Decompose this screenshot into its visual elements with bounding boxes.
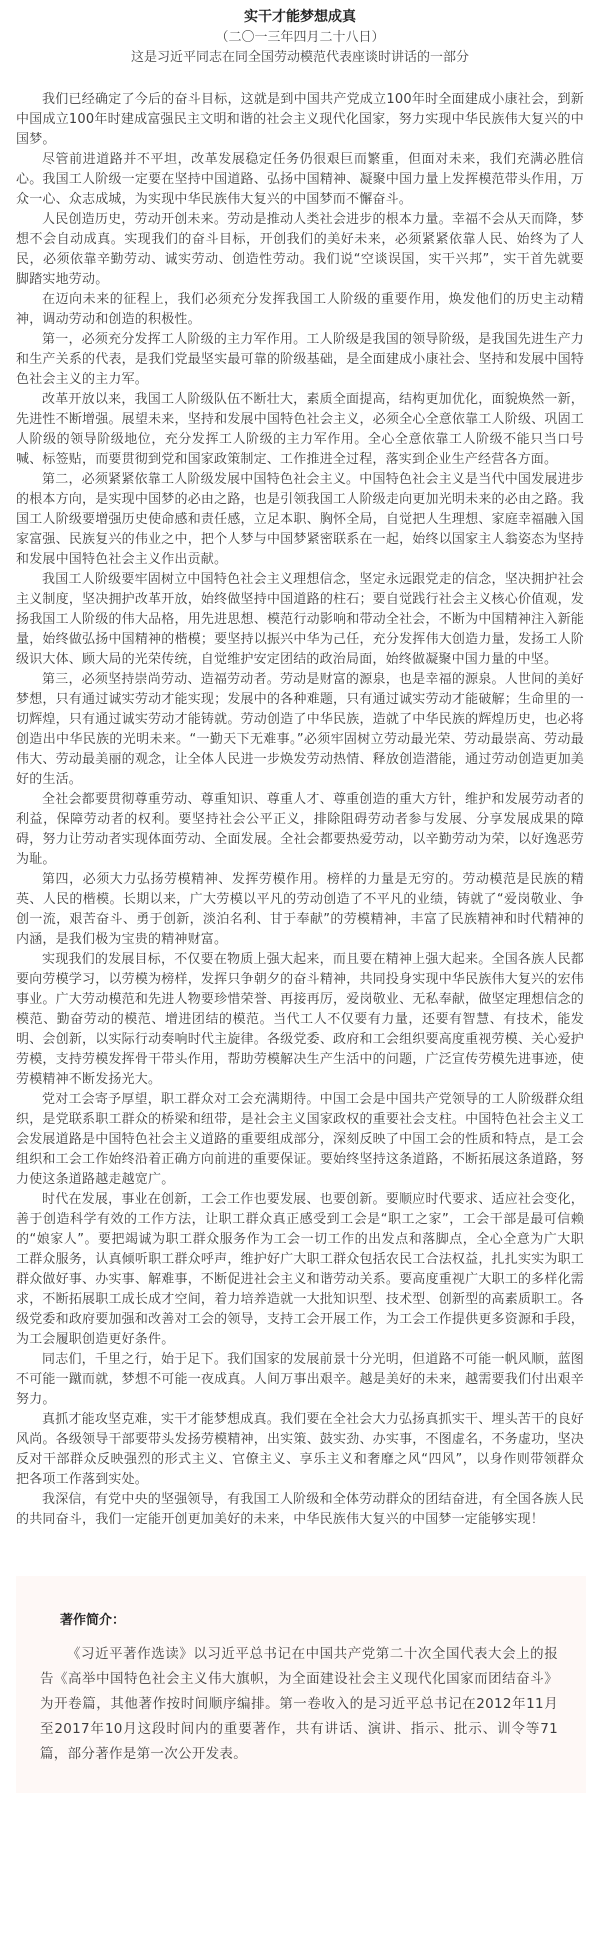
article-date: （二〇一三年四月二十八日） — [215, 30, 385, 45]
article-body — [16, 90, 584, 1530]
book-intro-box — [16, 1576, 586, 1793]
paragraph: 我们已经确定了今后的奋斗目标，这就是到中国共产党成立100年时全面建成小康社会，到新中国成立100年时建成富强民主文明和谐的社会主义现代化国家，努力实现中华民族伟大复兴的中国梦。 — [16, 92, 584, 147]
article-title: 实干才能梦想成真 — [244, 9, 356, 25]
paragraph: 改革开放以来，我国工人阶级队伍不断壮大，素质全面提高，结构更加优化，面貌焕然一新，先进性不断增强。展望未来，坚持和发展中国特色社会主义，必须全心全意依靠工人阶级、巩固工人阶级的领导阶级地位，充分发挥工人阶级的主力军作用。全心全意依靠工人阶级不能只当口号喊、标签贴，而要贯彻到党和国家政策制定、工作推进全过程，落实到企业生产经营各方面。 — [16, 392, 584, 467]
paragraph: 尽管前进道路并不平坦，改革发展稳定任务仍很艰巨而繁重，但面对未来，我们充满必胜信心。我国工人阶级一定要在坚持中国道路、弘扬中国精神、凝聚中国力量上发挥模范带头作用，万众一心、众志成城，为实现中华民族伟大复兴的中国梦而不懈奋斗。 — [16, 152, 584, 207]
spacer — [16, 68, 584, 90]
paragraph: 我国工人阶级要牢固树立中国特色社会主义理想信念，坚定永远跟党走的信念，坚决拥护社会主义制度，坚决拥护改革开放，始终做坚持中国道路的柱石；要自觉践行社会主义核心价值观，发扬我国工人阶级的伟大品格，用先进思想、模范行动影响和带动全社会，不断为中国精神注入新能量，始终做弘扬中国精神的楷模；要坚持以振兴中华为己任，充分发挥伟大创造力量，发扬工人阶级识大体、顾大局的光荣传统，自觉维护安定团结的政治局面，始终做凝聚中国力量的中坚。 — [16, 572, 584, 667]
paragraph: 我深信，有党中央的坚强领导，有我国工人阶级和全体劳动群众的团结奋进，有全国各族人民的共同奋斗，我们一定能开创更加美好的未来，中华民族伟大复兴的中国梦一定能够实现！ — [16, 1492, 584, 1527]
paragraph: 同志们，千里之行，始于足下。我们国家的发展前景十分光明，但道路不可能一帆风顺，蓝图不可能一蹴而就，梦想不可能一夜成真。人间万事出艰辛。越是美好的未来，越需要我们付出艰辛努力。 — [16, 1352, 584, 1407]
paragraph: 第三，必须坚持崇尚劳动、造福劳动者。劳动是财富的源泉，也是幸福的源泉。人世间的美好梦想，只有通过诚实劳动才能实现；发展中的各种难题，只有通过诚实劳动才能破解；生命里的一切辉煌，只有通过诚实劳动才能铸就。劳动创造了中华民族，造就了中华民族的辉煌历史，也必将创造出中华民族的光明未来。“一勤天下无难事。”必须牢固树立劳动最光荣、劳动最崇高、劳动最伟大、劳动最美丽的观念，让全体人民进一步焕发劳动热情、释放创造潜能，通过劳动创造更加美好的生活。 — [16, 672, 584, 787]
book-intro-heading: 著作简介： — [60, 1613, 126, 1628]
paragraph: 党对工会寄予厚望，职工群众对工会充满期待。中国工会是中国共产党领导的工人阶级群众组织，是党联系职工群众的桥梁和纽带，是社会主义国家政权的重要社会支柱。中国特色社会主义工会发展道路是中国特色社会主义道路的重要组成部分，深刻反映了中国工会的性质和特点，是工会组织和工会工作始终沿着正确方向前进的重要保证。要始终坚持这条道路，不断拓展这条道路，努力使这条道路越走越宽广。 — [16, 1092, 584, 1187]
paragraph: 全社会都要贯彻尊重劳动、尊重知识、尊重人才、尊重创造的重大方针，维护和发展劳动者的利益，保障劳动者的权利。要坚持社会公平正义，排除阻碍劳动者参与发展、分享发展成果的障碍，努力让劳动者实现体面劳动、全面发展。全社会都要热爱劳动，以辛勤劳动为荣，以好逸恶劳为耻。 — [16, 792, 584, 867]
paragraph: 在迈向未来的征程上，我们必须充分发挥我国工人阶级的重要作用，焕发他们的历史主动精神，调动劳动和创造的积极性。 — [16, 292, 584, 327]
paragraph: 第一，必须充分发挥工人阶级的主力军作用。工人阶级是我国的领导阶级，是我国先进生产力和生产关系的代表，是我们党最坚实最可靠的阶级基础，是全面建成小康社会、坚持和发展中国特色社会主义的主力军。 — [16, 332, 584, 387]
paragraph: 真抓才能攻坚克难，实干才能梦想成真。我们要在全社会大力弘扬真抓实干、埋头苦干的良好风尚。各级领导干部要带头发扬劳模精神，出实策、鼓实劲、办实事，不图虚名，不务虚功，坚决反对干部群众反映强烈的形式主义、官僚主义、享乐主义和奢靡之风“四风”，以身作则带领群众把各项工作落到实处。 — [16, 1412, 584, 1487]
book-intro-text: 《习近平著作选读》以习近平总书记在中国共产党第二十次全国代表大会上的报告《高举中国特色社会主义伟大旗帜，为全面建设社会主义现代化国家而团结奋斗》为开卷篇，其他著作按时间顺序编排。第一卷收入的是习近平总书记在2012年11月至2017年10月这段时间内的重要著作，共有讲话、演讲、指示、批示、训令等71篇，部分著作是第一次公开发表。 — [40, 1646, 558, 1762]
paragraph: 实现我们的发展目标，不仅要在物质上强大起来，而且要在精神上强大起来。全国各族人民都要向劳模学习，以劳模为榜样，发挥只争朝夕的奋斗精神，共同投身实现中华民族伟大复兴的宏伟事业。广大劳动模范和先进人物要珍惜荣誉、再接再厉，爱岗敬业、无私奉献，做坚定理想信念的模范、勤奋劳动的模范、增进团结的模范。当代工人不仅要有力量，还要有智慧、有技术，能发明、会创新，以实际行动奏响时代主旋律。各级党委、政府和工会组织要高度重视劳模、关心爱护劳模，支持劳模发挥骨干带头作用，帮助劳模解决生产生活中的问题，广泛宣传劳模先进事迹，使劳模精神不断发扬光大。 — [16, 952, 584, 1087]
paragraph: 第二，必须紧紧依靠工人阶级发展中国特色社会主义。中国特色社会主义是当代中国发展进步的根本方向，是实现中国梦的必由之路，也是引领我国工人阶级走向更加光明未来的必由之路。我国工人阶级要增强历史使命感和责任感，立足本职、胸怀全局，自觉把人生理想、家庭幸福融入国家富强、民族复兴的伟业之中，把个人梦与中国梦紧密联系在一起，始终以国家主人翁姿态为坚持和发展中国特色社会主义作出贡献。 — [16, 472, 584, 567]
paragraph: 人民创造历史，劳动开创未来。劳动是推动人类社会进步的根本力量。幸福不会从天而降，梦想不会自动成真。实现我们的奋斗目标，开创我们的美好未来，必须紧紧依靠人民、始终为了人民，必须依靠辛勤劳动、诚实劳动、创造性劳动。我们说“空谈误国，实干兴邦”，实干首先就要脚踏实地劳动。 — [16, 212, 584, 287]
article-note: 这是习近平同志在同全国劳动模范代表座谈时讲话的一部分 — [130, 50, 469, 65]
paragraph: 第四，必须大力弘扬劳模精神、发挥劳模作用。榜样的力量是无穷的。劳动模范是民族的精英、人民的楷模。长期以来，广大劳模以平凡的劳动创造了不平凡的业绩，铸就了“爱岗敬业、争创一流，艰苦奋斗、勇于创新，淡泊名利、甘于奉献”的劳模精神，丰富了民族精神和时代精神的内涵，是我们极为宝贵的精神财富。 — [16, 872, 584, 947]
paragraph: 时代在发展，事业在创新，工会工作也要发展、也要创新。要顺应时代要求、适应社会变化，善于创造科学有效的工作方法，让职工群众真正感受到工会是“职工之家”，工会干部是最可信赖的“娘家人”。要把竭诚为职工群众服务作为工会一切工作的出发点和落脚点，全心全意为广大职工群众服务，认真倾听职工群众呼声，维护好广大职工群众包括农民工合法权益，扎扎实实为职工群众做好事、办实事、解难事，不断促进社会主义和谐劳动关系。要高度重视广大职工的多样化需求，不断拓展职工成长成才空间，着力培养造就一大批知识型、技术型、创新型的高素质职工。各级党委和政府要加强和改善对工会的领导，支持工会开展工作，为工会工作提供更多资源和手段，为工会履职创造更好条件。 — [16, 1192, 584, 1347]
